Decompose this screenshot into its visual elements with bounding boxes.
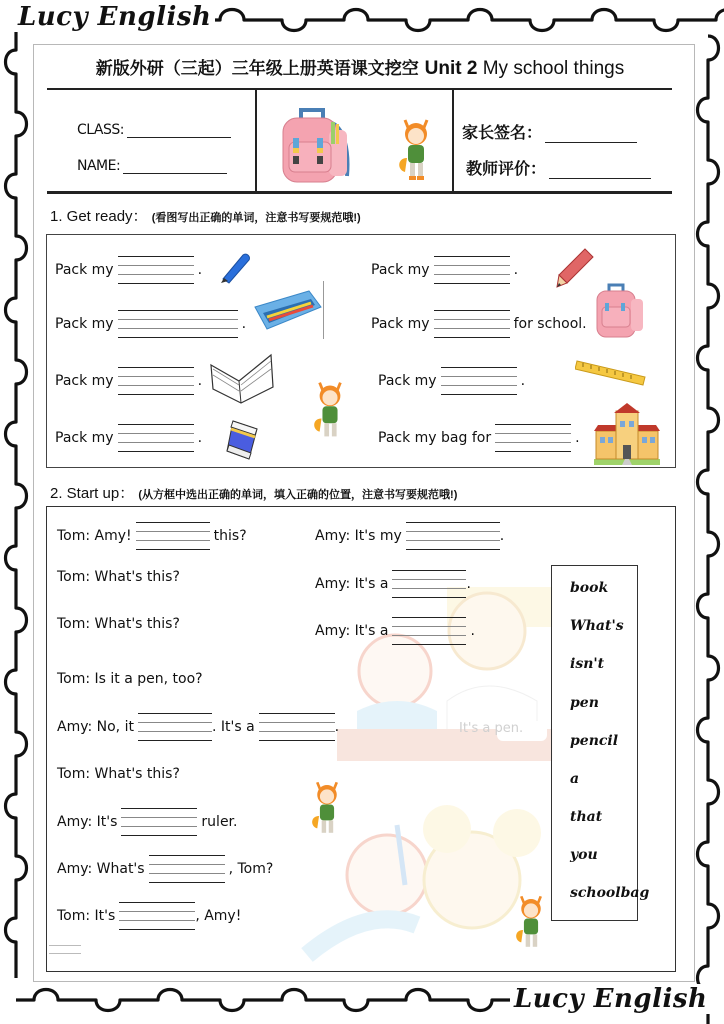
illustration-caption: It's a pen. <box>459 721 524 736</box>
item-suffix: . <box>520 373 526 389</box>
dialogue-text: . <box>334 719 340 735</box>
dialogue-text: this? <box>213 528 247 544</box>
item-prefix: Pack my <box>55 373 114 389</box>
title-unit <box>425 58 625 79</box>
dialogue-line-2 <box>315 521 504 551</box>
fox-mascot-icon <box>309 777 345 839</box>
answer-blank[interactable] <box>119 901 195 931</box>
dialogue-line-6 <box>315 616 475 646</box>
section1-heading <box>50 205 361 226</box>
name-label: NAME: <box>77 158 121 174</box>
dialogue-text: Tom: What's this? <box>57 569 180 585</box>
dialogue-text: Tom: Is it a pen, too? <box>57 671 203 687</box>
illustration-cell <box>257 90 454 191</box>
section1-instruction: (看图写出正确的单词，注意书写要规范哦!) <box>151 212 361 224</box>
schoolbag-icon <box>595 283 647 339</box>
name-input-line[interactable] <box>123 160 227 174</box>
answer-blank[interactable] <box>118 366 194 396</box>
schoolbag-icon <box>279 104 359 186</box>
answer-blank[interactable] <box>118 423 194 453</box>
class-field[interactable] <box>77 122 231 138</box>
get-ready-item-3 <box>55 366 202 396</box>
dialogue-text: Tom: Amy! <box>57 528 132 544</box>
item-prefix: Pack my <box>55 316 114 332</box>
signature-cell <box>454 90 672 191</box>
item-prefix: Pack my <box>55 262 114 278</box>
answer-blank[interactable] <box>121 807 197 837</box>
get-ready-item-1 <box>55 255 202 285</box>
dialogue-text: Tom: What's this? <box>57 616 180 632</box>
dialogue-line-9 <box>57 765 180 783</box>
item-suffix: for school. <box>513 316 587 332</box>
dialogue-text: Amy: It's <box>57 814 118 830</box>
pencil-case-divider <box>323 281 324 339</box>
dialogue-text: ruler. <box>201 814 238 830</box>
dialogue-text: , Tom? <box>228 861 274 877</box>
teacher-evaluation-label: 教师评价： <box>466 159 547 178</box>
section1-title: 1. Get ready： <box>50 208 148 225</box>
dialogue-line-7 <box>57 670 203 688</box>
dialogue-text: Amy: It's a <box>315 576 389 592</box>
dialogue-text: . It's a <box>211 719 255 735</box>
parent-signature-field[interactable] <box>462 120 637 143</box>
dialogue-text: Tom: It's <box>57 908 116 924</box>
answer-blank[interactable] <box>118 309 238 339</box>
class-label: CLASS: <box>77 122 124 138</box>
fox-mascot-icon <box>397 114 435 184</box>
item-suffix: . <box>241 316 247 332</box>
brand-logo-top: Lucy English <box>14 2 215 32</box>
dialogue-line-11 <box>57 854 273 884</box>
fox-mascot-icon <box>513 891 549 953</box>
item-suffix: . <box>575 430 580 446</box>
dialogue-text: Amy: It's my <box>315 528 402 544</box>
dialogue-line-5 <box>57 616 180 632</box>
name-field[interactable] <box>77 158 227 174</box>
get-ready-item-5 <box>371 255 518 285</box>
pencil-icon <box>555 245 597 291</box>
word-bank-item: pencil <box>570 733 619 749</box>
parent-signature-label: 家长签名： <box>462 123 543 142</box>
dialogue-text: . <box>470 623 475 639</box>
ruler-icon <box>575 355 647 387</box>
teacher-evaluation-line[interactable] <box>549 165 651 179</box>
dialogue-line-4 <box>315 569 471 599</box>
answer-blank[interactable] <box>441 366 517 396</box>
answer-blank[interactable] <box>434 309 510 339</box>
dialogue-text: Tom: What's this? <box>57 766 180 782</box>
answer-blank[interactable] <box>392 616 466 646</box>
pencil-case-icon <box>253 285 323 337</box>
section2-instruction: (从方框中选出正确的单词，填入正确的位置，注意书写要规范哦!) <box>138 489 458 501</box>
word-bank-item: that <box>570 809 603 825</box>
answer-blank[interactable] <box>118 255 194 285</box>
dialogue-text: Amy: What's <box>57 861 145 877</box>
answer-blank[interactable] <box>149 854 225 884</box>
dialogue-text: , Amy! <box>195 908 242 924</box>
fox-mascot-icon <box>310 377 350 443</box>
student-info-cell <box>47 90 257 191</box>
answer-blank[interactable] <box>392 569 466 599</box>
title-chinese: 新版外研（三起）三年级上册英语课文挖空 <box>95 59 419 79</box>
answer-blank[interactable] <box>136 521 210 551</box>
section2-heading <box>50 482 457 503</box>
class-input-line[interactable] <box>127 124 231 138</box>
word-bank <box>551 565 650 921</box>
answer-blank[interactable] <box>406 521 500 551</box>
get-ready-item-6 <box>371 309 587 339</box>
word-bank-item: pen <box>570 695 599 711</box>
item-prefix: Pack my <box>55 430 114 446</box>
answer-blank[interactable] <box>259 712 335 742</box>
dialogue-line-8 <box>57 712 339 742</box>
eraser-icon <box>223 417 263 463</box>
get-ready-item-7 <box>378 366 525 396</box>
section2-title: 2. Start up： <box>50 485 135 502</box>
word-bank-item: you <box>570 847 598 863</box>
get-ready-item-8 <box>378 423 580 453</box>
header-table <box>47 88 672 194</box>
answer-blank[interactable] <box>495 423 571 453</box>
dialogue-text: Amy: No, it <box>57 719 134 735</box>
get-ready-box <box>46 234 676 468</box>
title-unit-name: My school things <box>482 58 625 79</box>
item-suffix: . <box>197 262 203 278</box>
word-bank-item: What's <box>570 618 624 634</box>
dialogue-line-12 <box>57 901 241 931</box>
dialogue-text: . <box>499 528 505 544</box>
word-bank-item: a <box>570 771 580 787</box>
item-suffix: . <box>197 430 203 446</box>
dialogue-line-10 <box>57 807 237 837</box>
parent-signature-line[interactable] <box>545 129 637 143</box>
item-suffix: . <box>513 262 519 278</box>
brand-logo-bottom: Lucy English <box>510 984 711 1014</box>
answer-blank[interactable] <box>434 255 510 285</box>
item-prefix: Pack my <box>378 373 437 389</box>
get-ready-item-2 <box>55 309 246 339</box>
item-suffix: . <box>197 373 203 389</box>
worksheet-title <box>40 54 680 80</box>
pen-icon <box>215 249 253 285</box>
dialogue-line-1 <box>57 521 247 551</box>
item-prefix: Pack my <box>371 316 430 332</box>
dialogue-text: Amy: It's a <box>315 623 389 639</box>
answer-blank[interactable] <box>138 712 212 742</box>
title-unit-number: Unit 2 <box>424 58 478 79</box>
dialogue-line-3 <box>57 569 180 585</box>
decorative-line <box>49 953 81 954</box>
word-bank-item: isn't <box>570 656 605 672</box>
book-icon <box>207 347 277 405</box>
school-building-icon <box>592 403 662 465</box>
word-bank-item: schoolbag <box>570 885 650 901</box>
word-bank-item: book <box>570 580 609 596</box>
decorative-line <box>49 945 81 946</box>
teacher-evaluation-field[interactable] <box>466 156 651 179</box>
item-prefix: Pack my bag for <box>378 430 492 446</box>
item-prefix: Pack my <box>371 262 430 278</box>
get-ready-item-4 <box>55 423 202 453</box>
dialogue-text: . <box>466 576 471 592</box>
